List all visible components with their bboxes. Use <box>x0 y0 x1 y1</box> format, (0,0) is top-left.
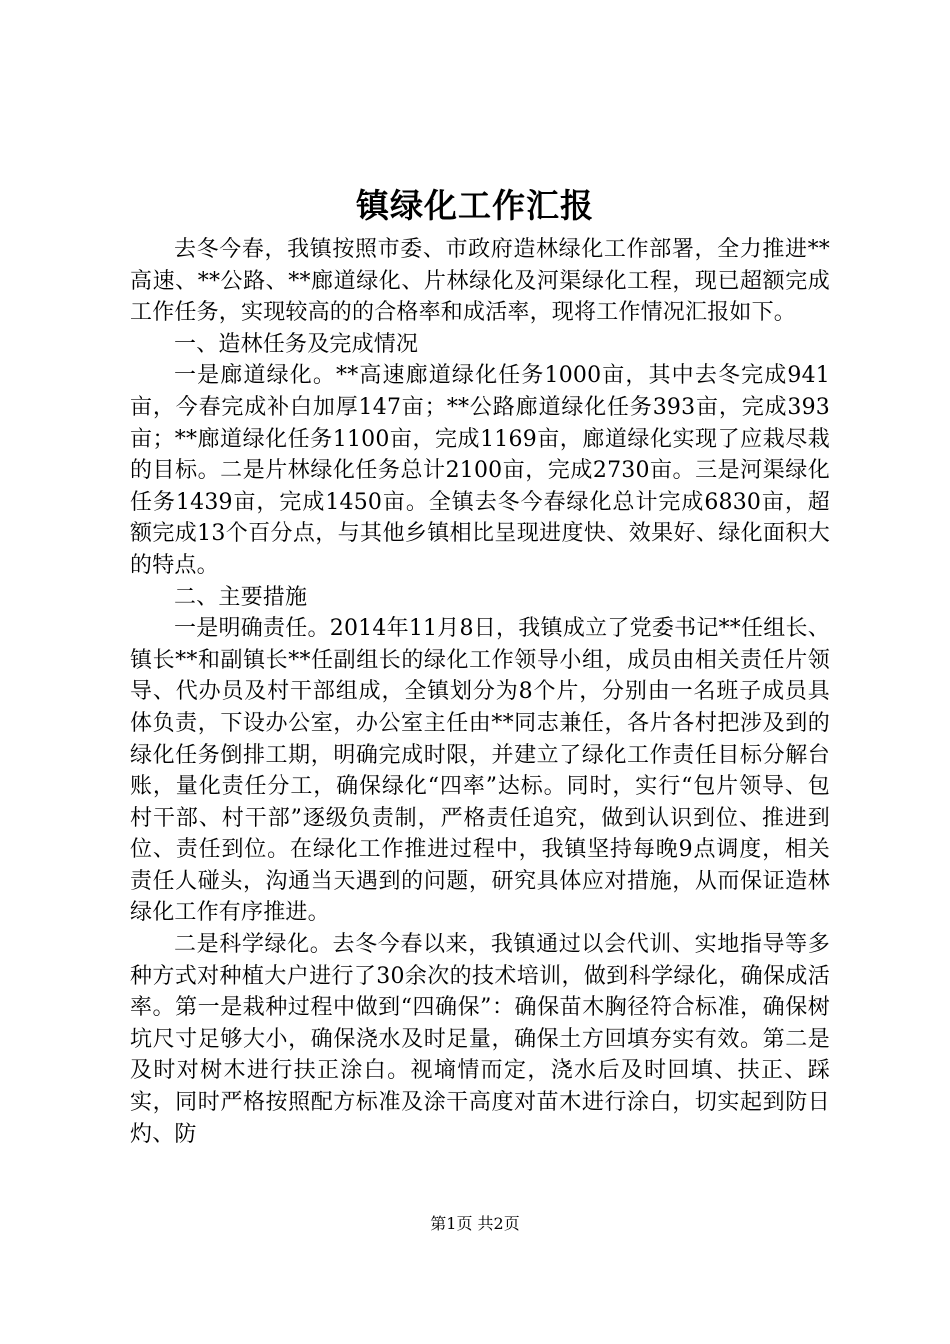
section-heading-measures: 二、主要措施 <box>174 584 308 610</box>
intro-paragraph: 去冬今春，我镇按照市委、市政府造林绿化工作部署，全力推进**高速、**公路、**廊道绿化、片林绿化及河渠绿化工程，现已超额完成工作任务，实现较高的的合格率和成活率，现将工作情况汇报如下。 <box>130 237 830 326</box>
section-heading-tasks: 一、造林任务及完成情况 <box>174 331 419 357</box>
responsibility-paragraph: 一是明确责任。2014年11月8日，我镇成立了党委书记**任组长、镇长**和副镇长**任副组长的绿化工作领导小组，成员由相关责任片领导、代办员及村干部组成，全镇划分为8个片，分别由一名班子成员具体负责，下设办公室，办公室主任由**同志兼任，各片各村把涉及到的绿化任务倒排工期，明确完成时限，并建立了绿化工作责任目标分解台账，量化责任分工，确保绿化“四率”达标。同时，实行“包片领导、包村干部、村干部”逐级负责制，严格责任追究，做到认识到位、推进到位、责任到位。在绿化工作推进过程中，我镇坚持每晚9点调度，相关责任人碰头，沟通当天遇到的问题，研究具体应对措施，从而保证造林绿化工作有序推进。 <box>130 616 830 926</box>
document-body <box>130 234 830 1150</box>
scientific-greening-paragraph: 二是科学绿化。去冬今春以来，我镇通过以会代训、实地指导等多种方式对种植大户进行了30余次的技术培训，做到科学绿化，确保成活率。第一是栽种过程中做到“四确保”：确保苗木胸径符合标准，确保树坑尺寸足够大小，确保浇水及时足量，确保土方回填夯实有效。第二是及时对树木进行扶正涂白。视墒情而定，浇水后及时回填、扶正、踩实，同时严格按照配方标准及涂干高度对苗木进行涂白，切实起到防日灼、防 <box>130 932 830 1147</box>
document-title: 镇绿化工作汇报 <box>356 186 594 225</box>
tasks-paragraph: 一是廊道绿化。**高速廊道绿化任务1000亩，其中去冬完成941亩，今春完成补白加厚147亩；**公路廊道绿化任务393亩，完成393亩；**廊道绿化任务1100亩，完成1169亩，廊道绿化实现了应栽尽栽的目标。二是片林绿化任务总计2100亩，完成2730亩。三是河渠绿化任务1439亩，完成1450亩。全镇去冬今春绿化总计完成6830亩，超额完成13个百分点，与其他乡镇相比呈现进度快、效果好、绿化面积大的特点。 <box>130 363 830 578</box>
page-footer: 第1页 共2页 <box>430 1214 520 1233</box>
